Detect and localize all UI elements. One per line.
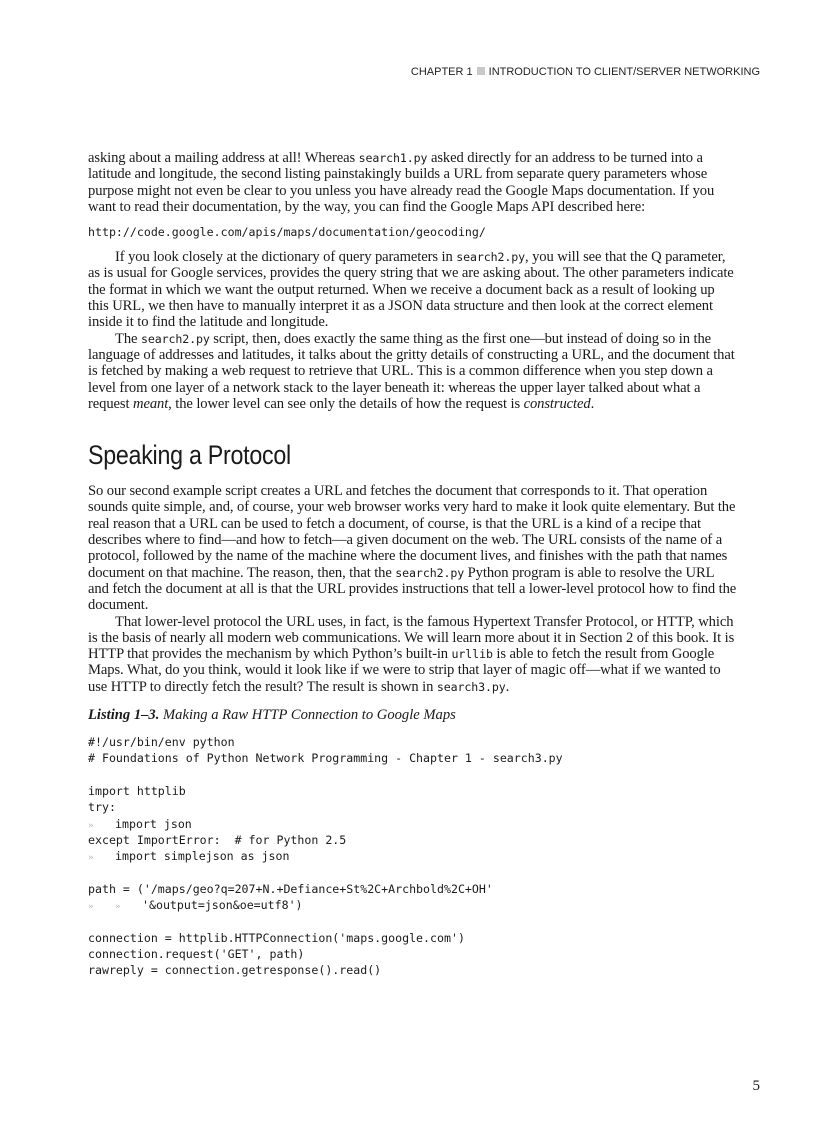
- listing-label: Listing 1–3.: [88, 707, 160, 724]
- text-run: is able to fetch the result from Google Maps. What, do you think, would it look like if we were to strip that layer of magic off—what if we wanted to use HTTP to directly fetch the result? The result is shown in: [88, 646, 721, 695]
- code-line: [88, 848, 738, 864]
- code-line: [88, 767, 738, 783]
- code-line: [88, 750, 738, 766]
- code-text: import simplejson as json: [115, 849, 290, 864]
- code-text: rawreply = connection.getresponse().read(): [88, 963, 382, 978]
- text-run: , the lower level can see only the details of how the request is: [168, 395, 524, 412]
- code-line: [88, 832, 738, 848]
- code-text: '&output=json&oe=utf8'): [142, 897, 303, 912]
- separator-square-icon: [477, 67, 485, 75]
- documentation-url: http://code.google.com/apis/maps/documentation/geocoding/: [88, 225, 486, 240]
- section-heading: Speaking a Protocol: [88, 440, 291, 471]
- text-run: Python program is able to resolve the URL and fetch the document at all is that the URL provides instructions that tell a lower-level protocol how to find the document.: [88, 564, 737, 614]
- paragraph-5: [88, 614, 738, 695]
- code-line: [88, 881, 738, 897]
- code-line: [88, 913, 738, 929]
- code-text: path = ('/maps/geo?q=207+N.+Defiance+St%2C+Archbold%2C+OH': [88, 881, 493, 896]
- listing-title: Making a Raw HTTP Connection to Google Maps: [159, 707, 456, 724]
- code-text: connection = httplib.HTTPConnection('maps.google.com'): [88, 930, 465, 945]
- text-run: script, then, does exactly the same thing as the first one—but instead of doing so in the language of addresses and latitudes, it talks about the gritty details of constructing a URL, and the document that is fetched by making a web request to retrieve that URL. This is a common difference when you step down a level from one layer of a network stack to the layer beneath it: whereas the upper layer talked about what a request: [88, 330, 735, 412]
- code-line: [88, 864, 738, 880]
- inline-code: urllib: [451, 647, 493, 662]
- text-run: asking about a mailing address at all! Whereas: [88, 150, 359, 166]
- emphasis: constructed: [523, 395, 591, 412]
- inline-code: search1.py: [358, 151, 428, 165]
- text-run: So our second example script creates a URL and fetches the document that corresponds to it. That operation sounds quite simple, and, of course, your web browser works very hard to make it look quite elementary. But the real reason that a URL can be used to fetch a document, of course, is that the URL is a kind of a recipe that describes where to find—and how to fetch—a given document on the web. The URL consists of the name of a protocol, followed by the name of the machine where the document lives, and finishes with the path that names document on that machine. The reason, then, that the: [88, 483, 736, 581]
- running-header: [411, 66, 760, 78]
- code-text: #!/usr/bin/env python: [88, 735, 235, 750]
- text-run: The: [115, 330, 141, 347]
- text-run: asked directly for an address to be turned into a latitude and longitude, the second listing painstakingly builds a URL from separate query parameters whose purpose might not even be clear to you unless you have already read the Google Maps documentation. If you want to read their documentation, by the way, you can find the Google Maps API described here:: [88, 150, 715, 215]
- paragraph-4: [88, 483, 738, 613]
- code-line: [88, 946, 738, 962]
- emphasis: meant: [133, 395, 169, 412]
- paragraph-1: [88, 150, 738, 215]
- tab-marker-icon: »: [88, 901, 94, 912]
- code-line: [88, 930, 738, 946]
- inline-code: search3.py: [436, 679, 506, 694]
- inline-code: search2.py: [456, 250, 526, 265]
- chapter-label: CHAPTER 1: [410, 66, 473, 78]
- chapter-title: INTRODUCTION TO CLIENT/SERVER NETWORKING: [488, 66, 760, 78]
- text-run: .: [590, 395, 595, 412]
- code-line: [88, 734, 738, 750]
- code-text: try:: [88, 800, 116, 815]
- page-number: 5: [752, 1078, 760, 1094]
- paragraph-2: [88, 249, 738, 330]
- tab-marker-icon: »: [115, 901, 121, 912]
- text-run: , you will see that the Q parameter, as is usual for Google services, provides the query string that we are asking about. The other parameters indicate the format in which we want the output returned. When we receive a document back as a result of looking up this URL, we then have to manually interpret it as a JSON data structure and then look at the correct element inside it to find the latitude and longitude.: [88, 249, 734, 331]
- code-line: [88, 799, 738, 815]
- code-listing: [88, 734, 738, 978]
- code-text: import json: [115, 816, 192, 831]
- code-text: import httplib: [88, 783, 186, 798]
- code-text: except ImportError: # for Python 2.5: [88, 832, 347, 847]
- code-text: # Foundations of Python Network Programming - Chapter 1 - search3.py: [88, 751, 563, 766]
- text-run: If you look closely at the dictionary of query parameters in: [115, 249, 457, 266]
- inline-code: search2.py: [395, 565, 465, 580]
- main-content: [88, 150, 738, 978]
- text-run: .: [505, 678, 510, 695]
- code-line: [88, 897, 738, 913]
- inline-code: search2.py: [140, 331, 210, 346]
- code-text: connection.request('GET', path): [88, 946, 305, 961]
- tab-marker-icon: »: [88, 853, 94, 864]
- code-line: [88, 962, 738, 978]
- listing-caption: [88, 707, 738, 724]
- text-run: That lower-level protocol the URL uses, in fact, is the famous Hypertext Transfer Protocol, or HTTP, which is the basis of nearly all modern web communications. We will learn more about it in Section 2 of this book. It is HTTP that provides the mechanism by which Python’s built-in: [88, 613, 735, 663]
- code-line: [88, 783, 738, 799]
- code-line: [88, 816, 738, 832]
- paragraph-3: [88, 331, 738, 412]
- tab-marker-icon: »: [88, 820, 94, 831]
